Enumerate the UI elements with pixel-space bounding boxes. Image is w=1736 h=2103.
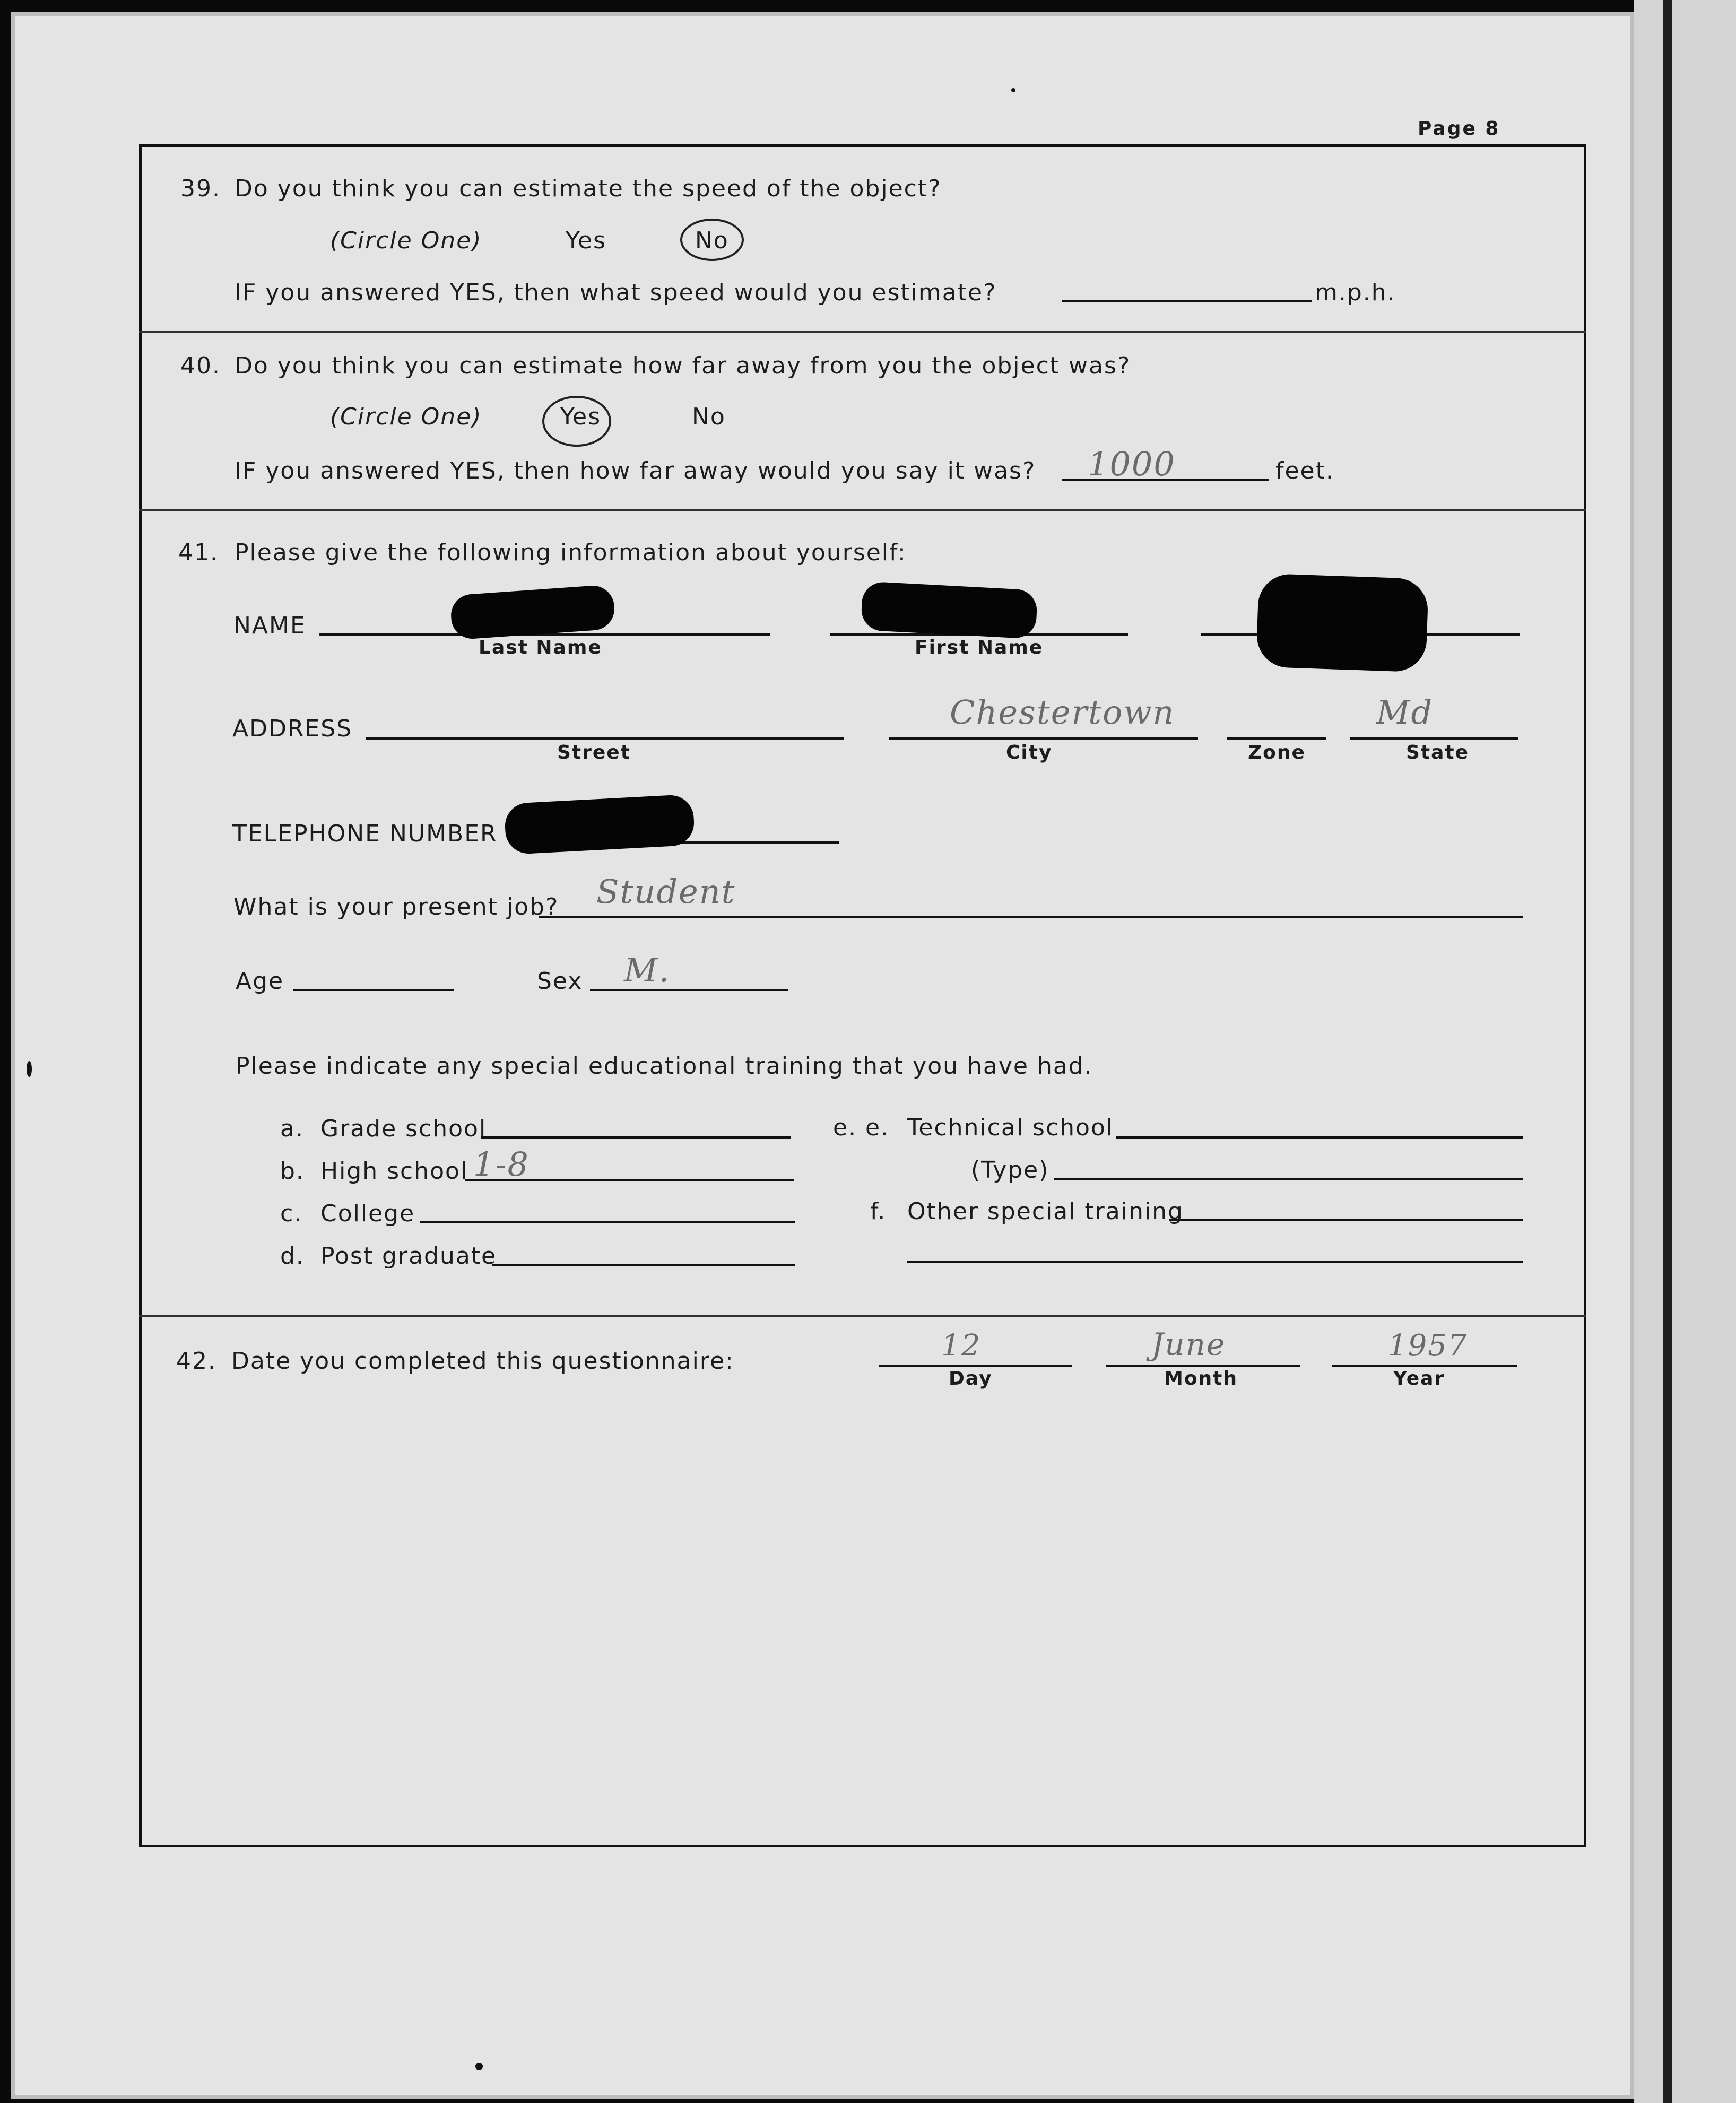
item-letter: a.: [280, 1115, 304, 1142]
age-label: Age: [236, 968, 284, 995]
scan-speck: [1011, 88, 1015, 92]
scan-edge: [1634, 0, 1736, 2103]
redaction-mark: [504, 794, 696, 855]
option-no[interactable]: No: [692, 403, 726, 430]
high-school-label: High school: [320, 1158, 468, 1185]
question-number: 41.: [178, 539, 219, 566]
day-caption: Day: [949, 1368, 993, 1389]
question-text: Do you think you can estimate how far away from you the object was?: [235, 352, 1131, 379]
state-answer: Md: [1376, 693, 1434, 732]
street-caption: Street: [557, 742, 631, 763]
speed-field[interactable]: [1062, 300, 1312, 302]
month-answer: June: [1151, 1326, 1226, 1362]
day-answer: 12: [941, 1328, 982, 1363]
question-number: 40.: [180, 352, 221, 379]
question-text: Date you completed this questionnaire:: [231, 1348, 734, 1375]
sex-field[interactable]: [590, 989, 788, 991]
month-field[interactable]: [1106, 1365, 1300, 1367]
scan-speck: [475, 2063, 483, 2070]
first-name-caption: First Name: [915, 637, 1044, 658]
followup-text: IF you answered YES, then what speed would you estimate?: [235, 279, 997, 306]
other-training-label: Other special training: [907, 1198, 1184, 1225]
page-number: Page 8: [1418, 118, 1500, 140]
technical-school-label: Technical school: [907, 1114, 1114, 1141]
college-label: College: [320, 1200, 415, 1227]
option-yes[interactable]: Yes: [566, 227, 607, 254]
state-caption: State: [1406, 742, 1470, 763]
distance-answer: 1000: [1088, 445, 1176, 483]
last-name-caption: Last Name: [479, 637, 602, 658]
year-field[interactable]: [1332, 1365, 1517, 1367]
redaction-mark: [1256, 573, 1429, 672]
circle-instruction: (Circle One): [330, 403, 482, 430]
job-label: What is your present job?: [233, 893, 559, 920]
grade-school-label: Grade school: [320, 1115, 487, 1142]
unit-label: feet.: [1275, 457, 1334, 484]
item-letter: e. e.: [833, 1114, 890, 1141]
city-answer: Chestertown: [950, 693, 1175, 732]
college-field[interactable]: [420, 1221, 795, 1223]
scan-edge-border: [1663, 0, 1672, 2103]
city-field[interactable]: [889, 737, 1198, 740]
job-answer: Student: [596, 872, 736, 911]
sex-answer: M.: [624, 951, 671, 989]
redaction-mark: [861, 581, 1038, 639]
sex-label: Sex: [537, 968, 583, 995]
type-label: (Type): [971, 1157, 1049, 1184]
post-graduate-field[interactable]: [492, 1264, 795, 1266]
answer-circle: [542, 396, 611, 447]
grade-school-field[interactable]: [481, 1136, 791, 1139]
question-number: 42.: [176, 1348, 216, 1375]
item-letter: d.: [280, 1242, 305, 1270]
city-caption: City: [1006, 742, 1053, 763]
post-graduate-label: Post graduate: [320, 1242, 497, 1270]
technical-school-field[interactable]: [1116, 1136, 1523, 1139]
state-field[interactable]: [1350, 737, 1518, 740]
item-letter: b.: [280, 1158, 305, 1185]
question-number: 39.: [180, 175, 221, 202]
item-letter: f.: [870, 1198, 887, 1225]
unit-label: m.p.h.: [1315, 279, 1396, 306]
month-caption: Month: [1164, 1368, 1238, 1389]
job-field[interactable]: [539, 916, 1523, 918]
section-divider: [139, 331, 1586, 333]
option-yes[interactable]: Yes: [560, 403, 602, 430]
circle-instruction: (Circle One): [330, 227, 482, 254]
name-label: NAME: [233, 612, 306, 639]
question-text: Do you think you can estimate the speed of the object?: [235, 175, 942, 202]
zone-field[interactable]: [1227, 737, 1326, 740]
telephone-label: TELEPHONE NUMBER: [232, 820, 498, 847]
year-answer: 1957: [1388, 1328, 1468, 1363]
education-intro: Please indicate any special educational training that you have had.: [236, 1053, 1093, 1080]
followup-text: IF you answered YES, then how far away would you say it was?: [235, 457, 1036, 484]
street-field[interactable]: [366, 737, 844, 740]
item-letter: c.: [280, 1200, 303, 1227]
other-training-field[interactable]: [1169, 1219, 1523, 1221]
other-training-field-2[interactable]: [907, 1261, 1523, 1263]
last-name-field[interactable]: [319, 633, 770, 636]
zone-caption: Zone: [1248, 742, 1306, 763]
question-text: Please give the following information about yourself:: [235, 539, 907, 566]
day-field[interactable]: [879, 1365, 1072, 1367]
section-divider: [139, 509, 1586, 511]
age-field[interactable]: [293, 989, 454, 991]
year-caption: Year: [1393, 1368, 1445, 1389]
scan-speck: [27, 1061, 32, 1077]
address-label: ADDRESS: [232, 715, 353, 742]
answer-circle: [680, 219, 744, 261]
option-no[interactable]: No: [695, 227, 729, 254]
form-frame: [139, 144, 1586, 1847]
high-school-answer: 1-8: [473, 1145, 530, 1184]
section-divider: [139, 1315, 1586, 1317]
type-field[interactable]: [1054, 1178, 1523, 1180]
